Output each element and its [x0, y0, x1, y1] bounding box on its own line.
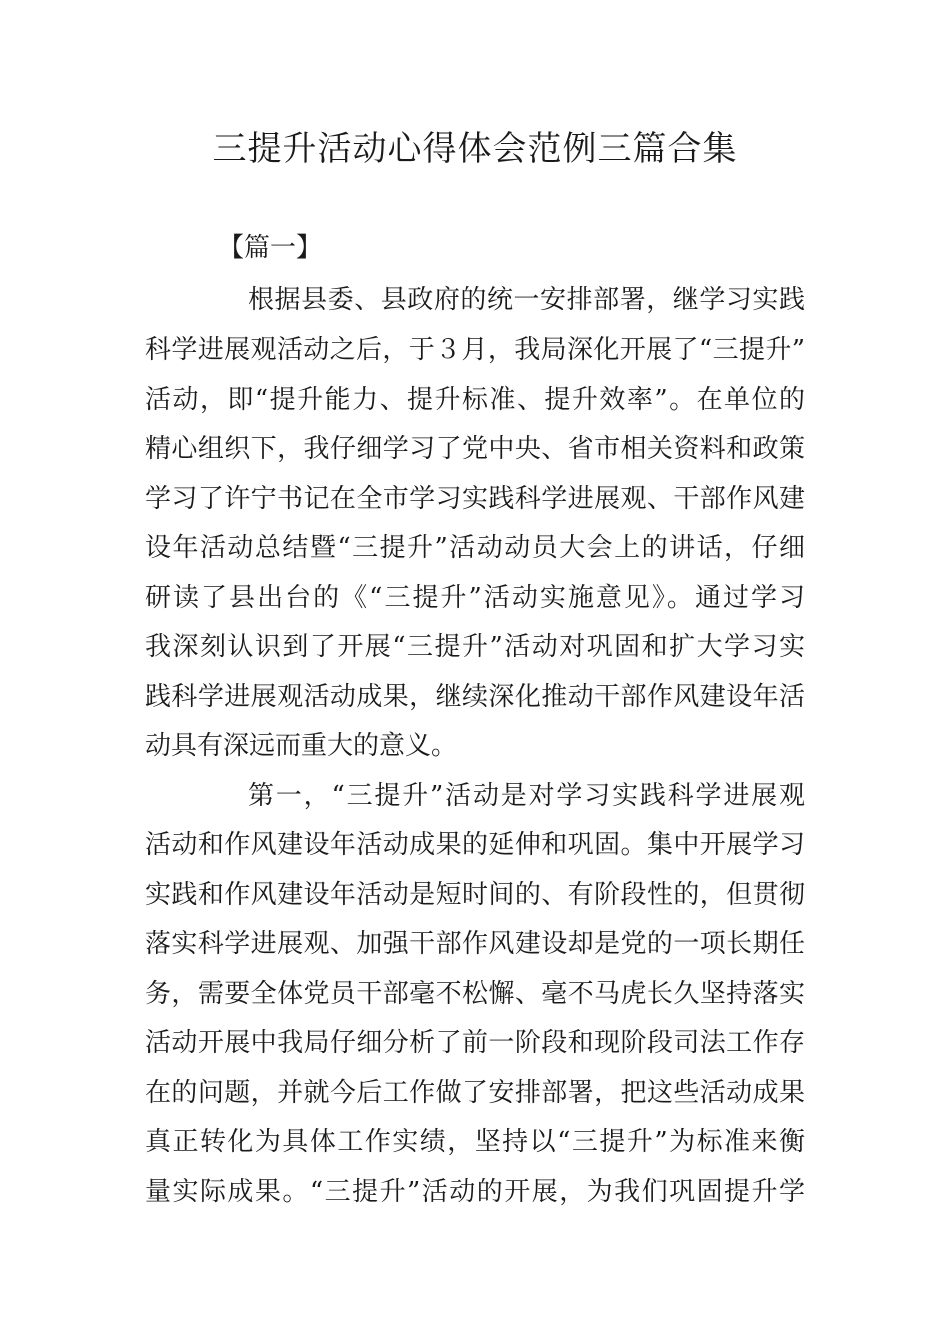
- paragraph-line: 研读了县出台的《“三提升”活动实施意见》。通过学习: [145, 583, 805, 613]
- paragraph-line: 活动开展中我局仔细分析了前一阶段和现阶段司法工作存: [145, 1028, 805, 1058]
- paragraph-line: 根据县委、县政府的统一安排部署，继学习实践: [248, 285, 805, 315]
- paragraph-line: 真正转化为具体工作实绩，坚持以“三提升”为标准来衡: [145, 1127, 805, 1157]
- paragraph-line: 践科学进展观活动成果，继续深化推动干部作风建设年活: [145, 682, 805, 712]
- paragraph-line: 活动和作风建设年活动成果的延伸和巩固。集中开展学习: [145, 830, 805, 860]
- section-label: 【篇一】: [218, 233, 323, 263]
- paragraph-line: 第一，“三提升”活动是对学习实践科学进展观: [248, 781, 805, 811]
- paragraph-line: 落实科学进展观、加强干部作风建设却是党的一项长期任: [145, 929, 805, 959]
- document-title: 三提升活动心得体会范例三篇合集: [212, 129, 738, 169]
- paragraph-line: 设年活动总结暨“三提升”活动动员大会上的讲话，仔细: [145, 533, 805, 563]
- paragraph-line: 在的问题，并就今后工作做了安排部署，把这些活动成果: [145, 1078, 805, 1108]
- paragraph-line: 务，需要全体党员干部毫不松懈、毫不马虎长久坚持落实: [145, 979, 805, 1009]
- paragraph-line: 活动，即“提升能力、提升标准、提升效率”。在单位的: [145, 385, 805, 415]
- paragraph-line: 我深刻认识到了开展“三提升”活动对巩固和扩大学习实: [145, 632, 805, 662]
- paragraph-line: 动具有深远而重大的意义。: [145, 731, 458, 761]
- paragraph-line: 精心组织下，我仔细学习了党中央、省市相关资料和政策: [145, 434, 805, 464]
- paragraph-line: 科学进展观活动之后，于３月，我局深化开展了“三提升”: [145, 335, 805, 365]
- paragraph-line: 量实际成果。“三提升”活动的开展，为我们巩固提升学: [145, 1177, 805, 1207]
- paragraph-line: 学习了许宁书记在全市学习实践科学进展观、干部作风建: [145, 484, 805, 514]
- paragraph-line: 实践和作风建设年活动是短时间的、有阶段性的，但贯彻: [145, 880, 805, 910]
